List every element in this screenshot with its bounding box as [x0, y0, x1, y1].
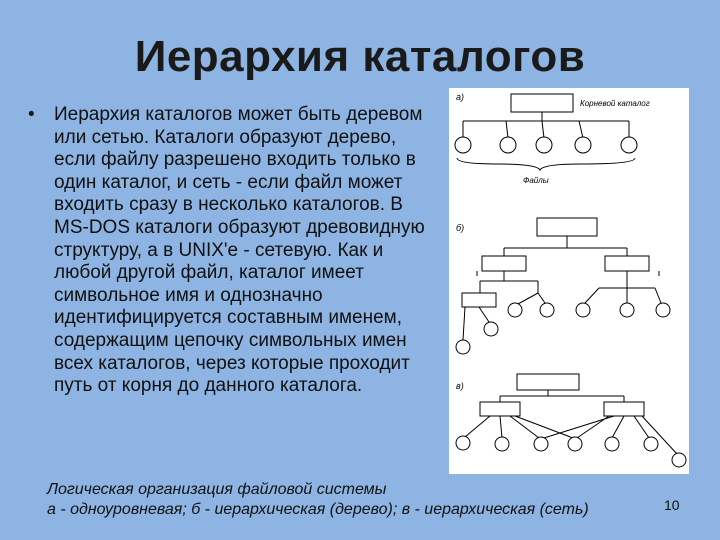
figure-caption: [47, 480, 687, 520]
root-directory-label: Корневой каталог: [580, 99, 650, 108]
file-node: [495, 437, 509, 451]
caption-line-1: Логическая организация файловой системы: [47, 481, 387, 498]
diagram-c-label: в): [456, 381, 464, 391]
caption-line-2: а - одноуровневая; б - иерархическая (дерево); в - иерархическая (сеть): [47, 501, 589, 518]
page-number: 10: [664, 497, 680, 513]
file-node: [620, 303, 634, 317]
file-node: [455, 137, 471, 153]
bullet-text: Иерархия каталогов может быть деревом или сетью. Каталоги образуют дерево, если файлу разрешено входить только в один каталог, и сеть - если файл может входить сразу в несколько каталогов. В MS-DOS каталоги образуют древовидную структуру, а в UNIX'е - сетевую. Как и любой другой файл, каталог имеет символьное имя и однозначно идентифицируется составным именем, содержащим цепочку символьных имен всех каталогов, через которые проходит путь от корня до данного каталога.: [54, 104, 425, 397]
file-node: [605, 437, 619, 451]
file-node: [484, 322, 498, 336]
file-node: [656, 303, 670, 317]
tree-directory-box: [462, 293, 496, 307]
file-node: [456, 436, 470, 450]
file-node: [456, 340, 470, 354]
slide-title: Иерархия каталогов: [134, 32, 586, 81]
file-node: [568, 437, 582, 451]
network-directory-box: [604, 402, 644, 416]
tree-directory-box: [605, 256, 649, 271]
file-node: [500, 137, 516, 153]
file-node: [672, 453, 686, 467]
diagram-b-label: б): [456, 223, 465, 233]
directory-structure-figure: [449, 88, 689, 474]
directory-diagrams: [449, 88, 689, 474]
bullet-marker: •: [28, 104, 35, 125]
file-node: [536, 137, 552, 153]
file-node: [534, 437, 548, 451]
files-brace: [457, 158, 635, 170]
tree-root-box: [537, 218, 597, 236]
network-directory-box: [480, 402, 520, 416]
diagram-tree: [456, 218, 670, 354]
diagram-single-level: [455, 92, 650, 185]
tree-directory-box: [482, 256, 526, 271]
file-node: [540, 303, 554, 317]
files-row-a: [455, 121, 637, 153]
files-label: Файлы: [523, 176, 549, 185]
diagram-a-label: а): [456, 92, 465, 102]
file-node: [644, 437, 658, 451]
file-node: [576, 303, 590, 317]
diagram-network: [456, 374, 686, 467]
file-node: [508, 303, 522, 317]
file-node: [575, 137, 591, 153]
file-node: [621, 137, 637, 153]
root-directory-box: [511, 94, 573, 112]
network-root-box: [517, 374, 579, 390]
